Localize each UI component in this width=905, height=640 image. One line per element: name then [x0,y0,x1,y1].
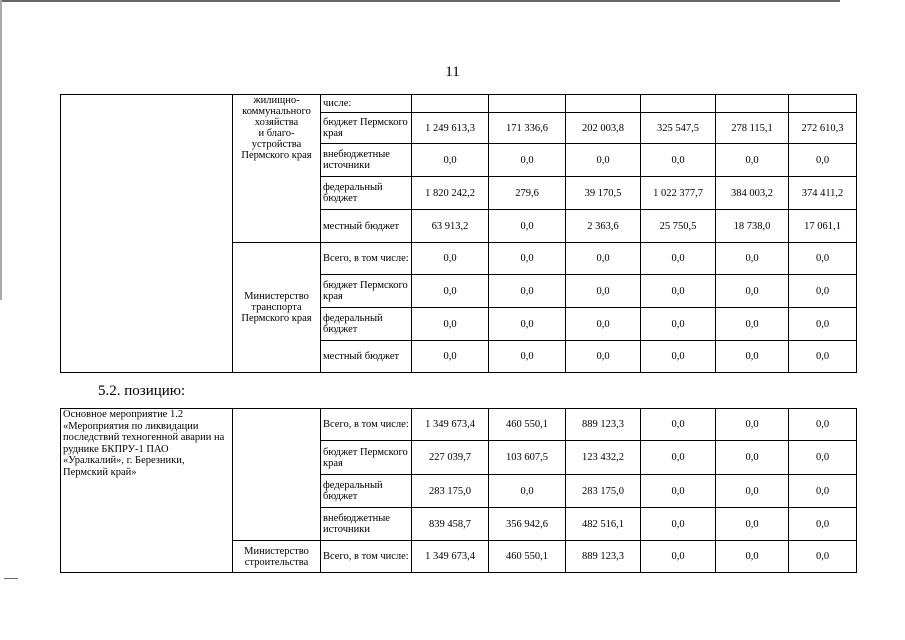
page-left-edge [0,0,2,300]
funding-source-label: федеральный бюджет [321,177,412,210]
amount-cell: 278 115,1 [716,113,789,144]
amount-cell: 0,0 [789,144,857,177]
table-row [61,409,857,441]
amount-cell: 0,0 [641,441,716,475]
amount-cell: 1 349 673,4 [412,409,489,441]
amount-cell: 889 123,3 [566,541,641,573]
amount-cell [566,95,641,113]
amount-cell: 25 750,5 [641,210,716,243]
amount-cell: 325 547,5 [641,113,716,144]
amount-cell: 0,0 [716,475,789,508]
amount-cell: 2 363,6 [566,210,641,243]
amount-cell: 0,0 [641,541,716,573]
funding-source-label: Всего, в том числе: [321,243,412,275]
responsible-org: Министерство строительства [233,541,321,573]
amount-cell: 0,0 [789,508,857,541]
event-name: Основное мероприятие 1.2 «Мероприятия по ликвидации последствий техногенной аварии на руднике БКПРУ-1 ПАО «Уралкалий», г. Березники, Пермский край» [61,409,233,573]
amount-cell: 0,0 [489,210,566,243]
amount-cell: 0,0 [641,341,716,373]
amount-cell: 0,0 [716,441,789,475]
amount-cell: 0,0 [566,308,641,341]
amount-cell: 0,0 [412,275,489,308]
page-top-edge [0,0,840,2]
funding-source-label: федеральный бюджет [321,308,412,341]
amount-cell: 0,0 [716,243,789,275]
amount-cell: 0,0 [412,243,489,275]
amount-cell [789,95,857,113]
amount-cell: 0,0 [641,475,716,508]
amount-cell [716,95,789,113]
amount-cell: 0,0 [716,275,789,308]
amount-cell: 39 170,5 [566,177,641,210]
budget-table-position [60,408,857,573]
amount-cell: 0,0 [566,243,641,275]
amount-cell: 356 942,6 [489,508,566,541]
amount-cell: 272 610,3 [789,113,857,144]
amount-cell: 0,0 [641,243,716,275]
amount-cell: 0,0 [789,409,857,441]
table-row [61,95,857,113]
amount-cell: 0,0 [489,341,566,373]
section-heading: 5.2. позицию: [98,383,186,399]
amount-cell: 0,0 [489,243,566,275]
amount-cell: 123 432,2 [566,441,641,475]
page-number: 11 [445,64,460,80]
amount-cell: 0,0 [566,341,641,373]
funding-source-label: бюджет Пермского края [321,275,412,308]
amount-cell: 384 003,2 [716,177,789,210]
amount-cell: 0,0 [566,144,641,177]
amount-cell: 0,0 [489,308,566,341]
amount-cell: 0,0 [641,409,716,441]
amount-cell: 0,0 [789,475,857,508]
funding-source-label: бюджет Пермского края [321,441,412,475]
funding-source-label: внебюджетные источники [321,144,412,177]
funding-source-label: местный бюджет [321,341,412,373]
amount-cell: 283 175,0 [566,475,641,508]
amount-cell: 0,0 [789,341,857,373]
amount-cell: 0,0 [641,308,716,341]
funding-source-label: бюджет Пермского края [321,113,412,144]
amount-cell: 18 738,0 [716,210,789,243]
budget-table-continued [60,94,857,373]
amount-cell: 0,0 [641,144,716,177]
amount-cell: 1 349 673,4 [412,541,489,573]
amount-cell: 460 550,1 [489,541,566,573]
amount-cell: 0,0 [412,308,489,341]
amount-cell: 0,0 [716,541,789,573]
amount-cell: 0,0 [641,508,716,541]
amount-cell: 0,0 [716,341,789,373]
funding-source-label: федеральный бюджет [321,475,412,508]
amount-cell: 103 607,5 [489,441,566,475]
amount-cell: 0,0 [489,475,566,508]
empty-org-cell [233,409,321,541]
amount-cell [641,95,716,113]
amount-cell: 1 249 613,3 [412,113,489,144]
amount-cell: 63 913,2 [412,210,489,243]
margin-mark [4,578,18,579]
amount-cell [489,95,566,113]
amount-cell: 0,0 [641,275,716,308]
amount-cell: 1 022 377,7 [641,177,716,210]
amount-cell: 0,0 [489,275,566,308]
amount-cell: 227 039,7 [412,441,489,475]
funding-source-label: числе: [321,95,412,113]
amount-cell: 0,0 [489,144,566,177]
amount-cell: 0,0 [566,275,641,308]
amount-cell: 1 820 242,2 [412,177,489,210]
funding-source-label: внебюджетные источники [321,508,412,541]
funding-source-label: местный бюджет [321,210,412,243]
amount-cell: 283 175,0 [412,475,489,508]
amount-cell: 482 516,1 [566,508,641,541]
amount-cell: 0,0 [789,441,857,475]
amount-cell: 0,0 [789,275,857,308]
amount-cell: 279,6 [489,177,566,210]
amount-cell: 0,0 [412,341,489,373]
funding-source-label: Всего, в том числе: [321,409,412,441]
amount-cell [412,95,489,113]
amount-cell: 0,0 [789,541,857,573]
funding-source-label: Всего, в том числе: [321,541,412,573]
amount-cell: 171 336,6 [489,113,566,144]
amount-cell: 0,0 [716,308,789,341]
amount-cell: 839 458,7 [412,508,489,541]
amount-cell: 0,0 [412,144,489,177]
amount-cell: 889 123,3 [566,409,641,441]
amount-cell: 0,0 [789,308,857,341]
amount-cell: 202 003,8 [566,113,641,144]
amount-cell: 460 550,1 [489,409,566,441]
amount-cell: 374 411,2 [789,177,857,210]
amount-cell: 17 061,1 [789,210,857,243]
amount-cell: 0,0 [716,144,789,177]
amount-cell: 0,0 [716,409,789,441]
responsible-org: жилищно- коммунального хозяйства и благо- устройства Пермского края [233,95,321,243]
amount-cell: 0,0 [789,243,857,275]
responsible-org: Министерство транспорта Пермского края [233,243,321,373]
empty-event-cell [61,95,233,373]
amount-cell: 0,0 [716,508,789,541]
